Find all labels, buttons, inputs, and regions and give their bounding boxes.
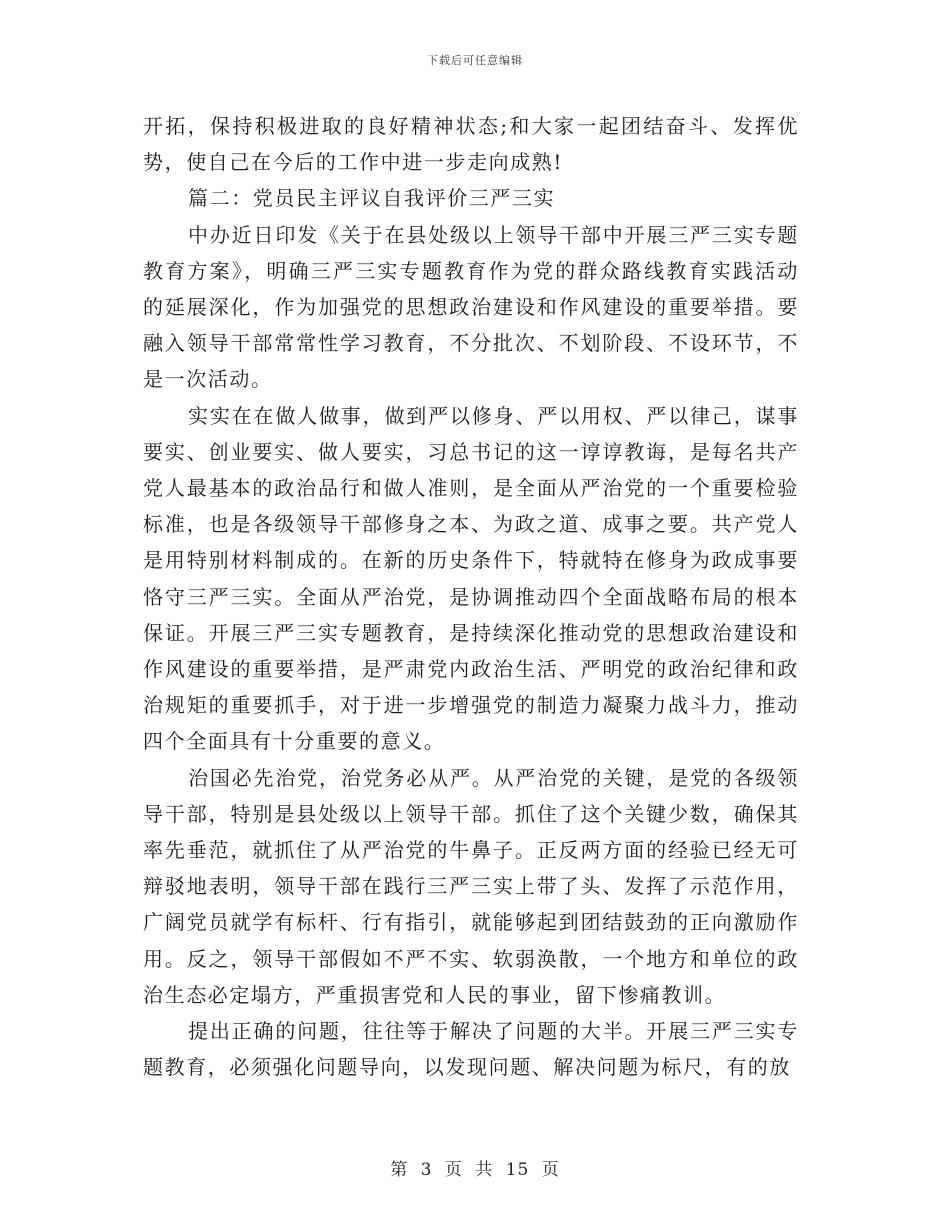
body-text <box>143 108 799 1085</box>
paragraph-3: 实实在在做人做事，做到严以修身、严以用权、严以律己，谋事要实、创业要实、做人要实，习总书记的这一谆谆教诲，是每名共产党人最基本的政治品行和做人准则，是全面从严治党的一个重要检验标准，也是各级领导干部修身之本、为政之道、成事之要。共产党人是用特别材料制成的。在新的历史条件下，特就特在修身为政成事要恪守三严三实。全面从严治党，是协调推动四个全面战略布局的根本保证。开展三严三实专题教育，是持续深化推动党的思想政治建设和作风建设的重要举措，是严肃党内政治生活、严明党的政治纪律和政治规矩的重要抓手，对于进一步增强党的制造力凝聚力战斗力，推动四个全面具有十分重要的意义。 <box>143 403 799 754</box>
header-note: 下载后可任意编辑 <box>427 54 523 67</box>
paragraph-2: 中办近日印发《关于在县处级以上领导干部中开展三严三实专题教育方案》，明确三严三实专题教育作为党的群众路线教育实践活动的延展深化，作为加强党的思想政治建设和作风建设的重要举措。要融入领导干部常常性学习教育，不分批次、不划阶段、不设环节，不是一次活动。 <box>143 222 799 392</box>
page-number: 第 3 页 共 15 页 <box>390 1160 560 1180</box>
section-heading: 篇二：党员民主评议自我评价三严三实 <box>188 186 556 211</box>
paragraph-4: 治国必先治党，治党务必从严。从严治党的关键，是党的各级领导干部，特别是县处级以上领导干部。抓住了这个关键少数，确保其率先垂范，就抓住了从严治党的牛鼻子。正反两方面的经验已经无可辩驳地表明，领导干部在践行三严三实上带了头、发挥了示范作用，广阔党员就学有标杆、行有指引，就能够起到团结鼓劲的正向激励作用。反之，领导干部假如不严不实、软弱涣散，一个地方和单位的政治生态必定塌方，严重损害党和人民的事业，留下惨痛教训。 <box>143 765 799 1007</box>
paragraph-1: 开拓，保持积极进取的良好精神状态;和大家一起团结奋斗、发挥优势，使自己在今后的工作中进一步走向成熟! <box>143 114 799 175</box>
paragraph-5: 提出正确的问题，往往等于解决了问题的大半。开展三严三实专题教育，必须强化问题导向，以发现问题、解决问题为标尺，有的放 <box>143 1019 799 1080</box>
